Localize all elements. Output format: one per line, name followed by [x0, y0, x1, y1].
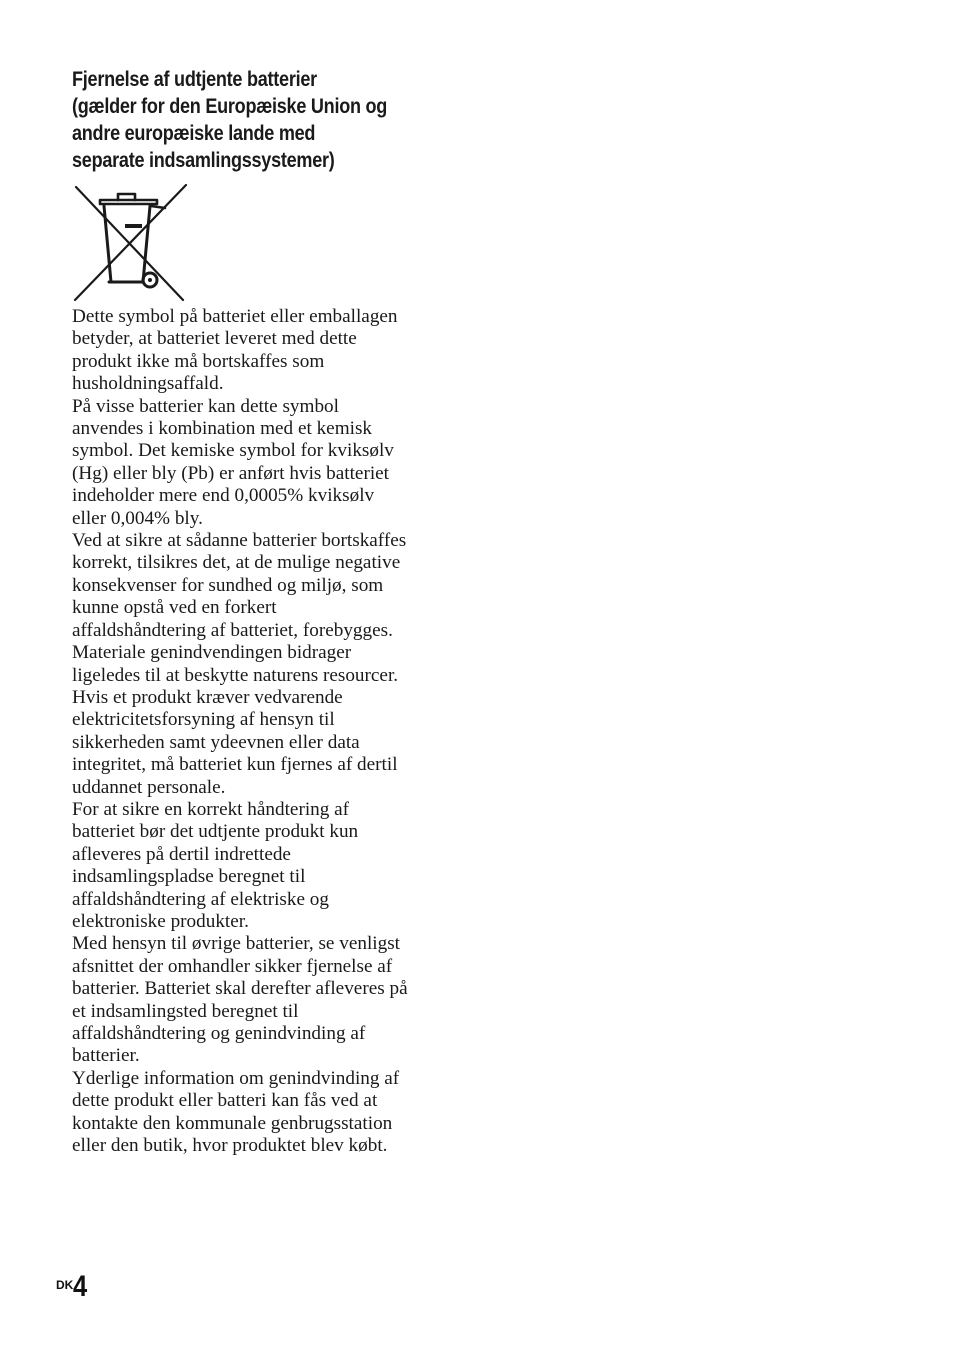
text-line: Materiale genindvendingen bidrager: [72, 642, 352, 664]
text-line: batterier.: [72, 1045, 140, 1067]
text-line: affaldshåndtering af batteriet, forebygges.: [72, 619, 393, 641]
page-number: 4: [73, 1270, 88, 1303]
text-line: afleveres på dertil indrettede: [72, 843, 291, 865]
crossed-out-wheeled-bin-icon: [73, 184, 189, 302]
text-line: eller den butik, hvor produktet blev købt.: [72, 1135, 388, 1157]
text-line: affaldshåndtering og genindvinding af: [72, 1023, 366, 1044]
paragraph: [72, 799, 438, 933]
heading-line: separate indsamlingssystemer): [72, 149, 335, 172]
text-line: integritet, må batteriet kun fjernes af dertil: [72, 754, 398, 776]
text-line: sikkerheden samt ydeevnen eller data: [72, 731, 360, 753]
text-line: kontakte den kommunale genbrugsstation: [72, 1112, 393, 1134]
paragraph: [72, 306, 438, 396]
text-line: batterier. Batteriet skal derefter afleveres på: [72, 978, 408, 1000]
text-line: korrekt, tilsikres det, at de mulige negative: [72, 552, 401, 574]
text-line: Dette symbol på batteriet eller emballagen: [72, 306, 398, 327]
section-heading: [72, 66, 438, 174]
text-line: Ved at sikre at sådanne batterier bortskaffes: [72, 530, 407, 552]
heading-line: (gælder for den Europæiske Union og: [72, 95, 388, 118]
text-line: For at sikre en korrekt håndtering af: [72, 798, 350, 820]
region-code: DK: [56, 1278, 74, 1292]
text-line: kunne opstå ved en forkert: [72, 597, 277, 619]
text-line: elektricitetsforsyning af hensyn til: [72, 709, 335, 731]
text-line: konsekvenser for sundhed og miljø, som: [72, 574, 384, 596]
text-line: dette produkt eller batteri kan fås ved at: [72, 1090, 378, 1112]
content-column: [72, 66, 438, 1157]
text-line: anvendes i kombination med et kemisk: [72, 418, 373, 440]
heading-line: andre europæiske lande med: [72, 122, 316, 145]
text-line: elektroniske produkter.: [72, 910, 249, 932]
heading-line: Fjernelse af udtjente batterier: [72, 68, 317, 91]
body-text: [72, 306, 438, 1157]
paragraph: [72, 933, 438, 1067]
text-line: Hvis et produkt kræver vedvarende: [72, 686, 343, 708]
text-line: batteriet bør det udtjente produkt kun: [72, 821, 359, 843]
text-line: betyder, at batteriet leveret med dette: [72, 328, 357, 350]
text-line: uddannet personale.: [72, 776, 226, 798]
paragraph: [72, 687, 438, 799]
text-line: På visse batterier kan dette symbol: [72, 395, 339, 417]
text-line: Yderlige information om genindvinding af: [72, 1067, 400, 1089]
paragraph: [72, 530, 438, 687]
text-line: affaldshåndtering af elektriske og: [72, 888, 329, 910]
text-line: symbol. Det kemiske symbol for kviksølv: [72, 440, 394, 462]
text-line: ligeledes til at beskytte naturens resourcer.: [72, 664, 399, 686]
text-line: (Hg) eller bly (Pb) er anført hvis batteriet: [72, 462, 390, 484]
text-line: indeholder mere end 0,0005% kviksølv: [72, 485, 375, 507]
text-line: Med hensyn til øvrige batterier, se venligst: [72, 933, 401, 955]
text-line: indsamlingspladse beregnet til: [72, 866, 306, 888]
text-line: eller 0,004% bly.: [72, 507, 203, 529]
text-line: husholdningsaffald.: [72, 373, 224, 395]
paragraph: [72, 396, 438, 530]
text-line: produkt ikke må bortskaffes som: [72, 350, 325, 372]
paragraph: [72, 1068, 438, 1158]
text-line: et indsamlingsted beregnet til: [72, 1000, 299, 1022]
page-footer: [56, 1270, 90, 1304]
text-line: afsnittet der omhandler sikker fjernelse af: [72, 955, 393, 977]
